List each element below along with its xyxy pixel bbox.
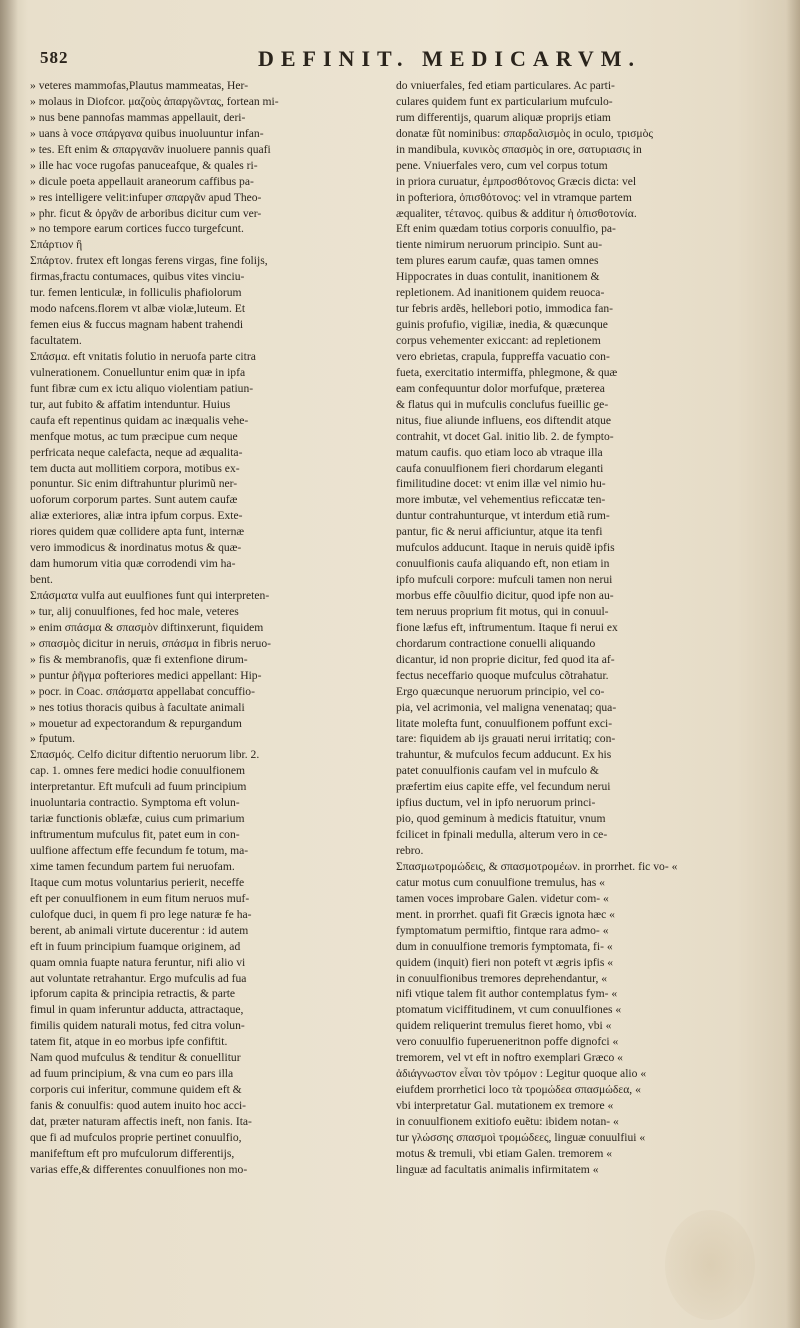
text-line: dum in conuulfione tremoris fymptomata, fi- « (396, 939, 613, 953)
text-line: aut voluntate retrahantur. Ergo mufculis ad fua (30, 971, 247, 985)
left-column (30, 78, 380, 1178)
text-line: nitus, fiue aliunde influens, eos diftendit atque (396, 413, 612, 427)
text-line: contrahit, vt docet Gal. initio lib. 2. de fympto- (396, 429, 614, 443)
text-line: in conuulfionem exitiofo euẽtu: ibidem notan- « (396, 1114, 619, 1128)
text-line: caufa eft repentinus quidam ac inæqualis vehe- (30, 413, 249, 427)
text-line: » res intelligere velit:infuper σπαργᾶν apud Theo- (30, 190, 262, 204)
text-line: uulfione affectum effe fecundum fe totum, ma- (30, 844, 249, 857)
text-line: æqualiter, τέτανος. quibus & additur ἡ ὀπισθοτονία. (396, 206, 637, 220)
text-line: pantur, fic & nerui afficiuntur, atque ita tenfi (396, 525, 603, 539)
text-line: Σπάρτον. frutex eft longas ferens virgas, fine folijs, (30, 254, 268, 268)
text-line: eam confequuntur dolor morfufque, præterea (396, 381, 605, 395)
text-line: bent. (30, 573, 53, 587)
text-line: morbus effe cõuulfio dicitur, quod ipfe non au- (396, 589, 614, 602)
text-line: guinis profufio, vigiliæ, inedia, & quæcunque (396, 318, 608, 332)
text-line: fimul in quam inferuntur adducta, attractaque, (30, 1003, 244, 1017)
text-line: ment. in prorrhet. quafi fit Græcis ignota hæc « (396, 907, 615, 921)
text-line: vero ebrietas, crapula, fuppreffa vacuatio con- (396, 349, 610, 363)
text-line: motus & tremuli, vbi etiam Galen. tremorem « (396, 1146, 613, 1160)
text-line: » pocr. in Coac. σπάσματα appellabat concuffio- (30, 684, 255, 698)
text-line: inuoluntaria contractio. Symptoma eft volun- (30, 796, 240, 810)
text-line: » nes totius thoracis quibus à facultate animali (30, 700, 245, 714)
text-line: tur, aut fubito & affatim intenduntur. Huius (30, 397, 231, 411)
text-line: » mouetur ad expectorandum & repurgandum (30, 716, 242, 730)
text-line: linguæ ad facultatis animalis infirmitatem « (396, 1162, 599, 1176)
text-line: culares quidem funt ex particularium mufculo- (396, 94, 613, 108)
text-line: ponuntur. Sic enim diftrahuntur plurimũ ner- (30, 477, 238, 491)
text-line: » phr. ficut & ὀργᾶν de arboribus dicitur cum ver- (30, 206, 262, 220)
text-line: nifi vtique talem fit author contemplatus fym- « (396, 987, 618, 1001)
text-line: dat, præter naturam affectis ineft, non fanis. Ita- (30, 1114, 252, 1128)
text-line: & flatus qui in mufculis conclufus fueillic ge- (396, 397, 609, 411)
text-line: cap. 1. omnes fere medici hodie conuulfionem (30, 764, 246, 778)
text-line: berent, ab animali virtute ducerentur : id autem (30, 923, 249, 937)
text-line: » fis & membranofis, quæ fi extenfione dirum- (30, 652, 248, 666)
text-line: quam omnia fuapte natura feruntur, nifi alio vi (30, 955, 246, 969)
text-line: » uans à voce σπάργανα quibus inuoluuntur infan- (30, 126, 264, 140)
text-line: vero conuulfio fuperueneritnon poffe dignofci « (396, 1035, 619, 1049)
text-line: menfque motus, ac tum præcipue cum neque (30, 429, 238, 443)
running-head (28, 46, 768, 76)
text-line: tiente nimirum neruorum principio. Sunt au- (396, 238, 603, 252)
text-line: fimilitudine docet: vt enim illæ vel nimio hu- (396, 477, 606, 491)
text-line: Eft enim quædam totius corporis conuulfio, pa- (396, 222, 616, 236)
text-line: corporis cui inferitur, commune quidem eft & (30, 1083, 242, 1097)
text-line: fymptomatum permiftio, fintque rara admo- « (396, 923, 609, 937)
text-line: manifeftum eft pro mufculorum differentijs, (30, 1146, 235, 1160)
text-line: pio, quod geminum à medicis ftatuitur, vnum (396, 812, 606, 826)
text-line: caufa conuulfionem fieri chordarum eleganti (396, 461, 604, 475)
text-line: Σπασμωτρομώδεις, & σπασμοτρομέων. in prorrhet. fic vo- « (396, 859, 678, 873)
text-line: rum differentijs, quarum aliquæ proprijs etiam (396, 110, 611, 124)
text-line: tur. femen lenticulæ, in folliculis phafiolorum (30, 286, 242, 300)
text-line: funt fibræ cum ex ictu aliquo violentiam patiun- (30, 381, 254, 395)
text-line: præfertim eius capite effe, vel fecundum nerui (396, 780, 611, 794)
text-line: » puntur ῥῆγμα pofteriores medici appellant: Hip- (30, 668, 262, 682)
text-line: tamen voces improbare Galen. videtur com- « (396, 891, 609, 905)
text-line: duntur contrahunturque, vt interdum etiã rum- (396, 509, 610, 523)
text-line: in mandibula, κυνικὸς σπασμὸς in ore, σατυριασις in (396, 142, 642, 156)
text-line: patet conuulfionis caufam vel in mufculo & (396, 764, 599, 778)
text-line: facultatem. (30, 334, 82, 347)
text-line: eiufdem prorrhetici loco τὰ τρομώδεα σπασμώδεα, « (396, 1083, 641, 1097)
text-line: do vniuerfales, fed etiam particulares. Ac parti- (396, 79, 615, 92)
text-line: fimilis quidem naturali motus, fed citra volun- (30, 1019, 245, 1033)
text-line: tariæ functionis oblæfæ, cuius cum primarium (30, 812, 245, 826)
text-line: conuulfionis caufa aliquando eft, non etiam in (396, 557, 610, 571)
text-line: in pofteriora, ὀπισθότονος: vel in vtramque partem (396, 190, 632, 204)
text-line: femen eius & fuccus magnam habent trahendi (30, 318, 244, 332)
text-line: » fputum. (30, 732, 76, 746)
text-line: » dicule poeta appellauit araneorum caffibus pa- (30, 174, 254, 188)
text-line: quidem (inquit) fieri non poteft vt ægris ipfis « (396, 955, 614, 969)
text-line: tur febris ardẽs, hellebori potio, immodica fan- (396, 302, 613, 316)
text-line: eft per conuulfionem in eum fitum neruos muf- (30, 891, 250, 905)
text-line: fcilicet in fpinali medulla, alterum vero in ce- (396, 828, 608, 842)
gutter-shadow (0, 0, 18, 1328)
text-line: aliæ exteriores, aliæ intra ipfum corpus. Exte- (30, 509, 243, 523)
text-line: catur motus cum conuulfione tremulus, has « (396, 875, 605, 889)
text-line: ipfo mufculi corpore: mufculi tamen non nerui (396, 573, 613, 587)
text-line: » tur, alij conuulfiones, fed hoc male, veteres (30, 604, 239, 618)
text-line: tem ducta aut mollitiem corpora, motibus ex- (30, 461, 240, 475)
text-line: pene. Vniuerfales vero, cum vel corpus totum (396, 158, 608, 172)
text-line: tare: fiquidem ab ijs grauati nerui irritatiq; con- (396, 732, 616, 746)
text-line: vbi interpretatur Gal. mutationem ex tremore « (396, 1099, 614, 1112)
text-line: tem plures earum caufæ, quas tamen omnes (396, 254, 599, 268)
text-line: Σπασμός. Celfo dicitur diftentio neruorum libr. 2. (30, 748, 260, 762)
text-line: Hippocrates in duas contulit, inanitionem & (396, 270, 600, 284)
text-line: ad fuum principium, & vna cum eo pars illa (30, 1067, 234, 1081)
text-line: » no tempore earum cortices fucco turgefcunt. (30, 222, 244, 236)
text-line: donatæ fũt nominibus: σπαρδαλισμὸς in oculo, τρισμὸς (396, 126, 653, 140)
text-line: firmas,fractu contumaces, quibus vites vinciu- (30, 270, 245, 284)
text-line: rebro. (396, 844, 424, 857)
text-line: dicantur, id non proprie dicitur, fed quod ita af- (396, 652, 615, 666)
page-number: 582 (40, 48, 69, 67)
text-line: interpretantur. Eft mufculi ad fuum principium (30, 780, 247, 794)
text-line: fectus neceffario quoque mufculus cõtrahatur. (396, 668, 609, 682)
text-line: Itaque cum motus voluntarius perierit, neceffe (30, 875, 245, 889)
text-line: » enim σπάσμα & σπασμὸν diftinxerunt, fiquidem (30, 620, 264, 634)
text-line: repletionem. Ad inanitionem quidem reuoca- (396, 286, 605, 300)
text-line: chordarum contractione conuelli aliquando (396, 636, 596, 650)
text-line: ptomatum viciffitudinem, vt cum conuulfiones « (396, 1003, 622, 1017)
text-line: eft in fuum principium fuamque originem, ad (30, 939, 241, 953)
text-line: uoforum corporum partes. Sunt autem caufæ (30, 493, 238, 507)
text-line: inftrumentum mufculus fit, patet eum in con- (30, 828, 240, 842)
text-line: » veteres mammofas,Plautus mammeatas, Her- (30, 79, 249, 92)
text-line: fueta, exercitatio intermiffa, phlegmone, & quæ (396, 365, 618, 379)
text-line: matum caufis. quo etiam loco ab vtraque illa (396, 445, 603, 459)
text-line: culofque duci, in quem fi pro lege naturæ fe ha- (30, 907, 252, 921)
text-line: » σπασμὸς dicitur in neruis, σπάσμα in fibris neruo- (30, 636, 271, 650)
text-line: » tes. Eft enim & σπαργανᾶν inuoluere pannis quafi (30, 142, 271, 156)
text-line: » ille hac voce rugofas panuceafque, & quales ri- (30, 158, 258, 172)
text-line: Nam quod mufculus & tenditur & conuellitur (30, 1051, 241, 1065)
text-line: vero immodicus & inordinatus motus & quæ- (30, 541, 242, 555)
text-line: ipfius ductum, vel in ipfo neruorum princi- (396, 796, 596, 810)
text-line: » molaus in Diofcor. μαζοὺς ἀπαργῶντας, fortean mi- (30, 94, 279, 108)
text-line: perfricata neque calefacta, neque ad æqualita- (30, 445, 243, 459)
text-line: tremorem, vel vt eft in noftro exemplari Græco « (396, 1051, 623, 1065)
page-edge (786, 0, 800, 1328)
text-line: quidem reliquerint tremulus fieret homo, vbi « (396, 1019, 612, 1033)
text-line: Ergo quæcunque neruorum principio, vel co- (396, 684, 605, 698)
text-line: trahuntur, & mufculos fecum adducunt. Ex his (396, 748, 612, 762)
text-line: corpus vehementer exiccant: ad repletionem (396, 334, 601, 347)
text-line: fanis & conuulfis: quod autem inuito hoc acci- (30, 1099, 247, 1112)
text-line: in priora curuatur, ἐμπροσθότονος Græcis dicta: vel (396, 174, 637, 188)
paper-stain (665, 1210, 755, 1320)
text-line: » nus bene pannofas mammas appellauit, deri- (30, 110, 246, 124)
text-line: pia, vel acrimonia, vel maligna venenataq; qua- (396, 700, 617, 714)
text-line: Σπάρτιον ἢ (30, 238, 83, 252)
text-line: varias effe,& differentes conuulfiones non mo- (30, 1162, 248, 1176)
text-line: ἀδιάγνωστον εἶναι τὸν τρόμον : Legitur quoque alio « (396, 1067, 647, 1081)
text-line: tatem fit, atque in eo morbus ipfe confiftit. (30, 1035, 228, 1049)
text-line: tur γλώσσης σπασμοὶ τρομώδεες, linguæ conuulfiui « (396, 1130, 646, 1144)
text-line: ipforum capita & principia retractis, & parte (30, 987, 236, 1001)
right-column (396, 78, 766, 1178)
text-line: dam humorum vitia quæ corrodendi vim ha- (30, 557, 236, 571)
text-line: xime tamen fecundum partem fui neruofam. (30, 859, 235, 873)
text-line: riores quidem quæ collidere apta funt, internæ (30, 525, 245, 539)
text-line: fione læfus eft, inftrumentum. Itaque fi nerui ex (396, 620, 618, 634)
text-line: que fi ad mufculos proprie pertinet conuulfio, (30, 1130, 242, 1144)
text-line: more imbutæ, vel vehementius reficcatæ ten- (396, 493, 606, 507)
text-line: Σπάσμα. eft vnitatis folutio in neruofa parte citra (30, 349, 256, 363)
text-line: litate molefta funt, conuulfionem poffunt exci- (396, 716, 613, 730)
text-line: Σπάσματα vulfa aut euulfiones funt qui interpreten- (30, 589, 270, 602)
text-line: in conuulfionibus tremores deprehendantur, « (396, 971, 608, 985)
text-line: tem neruus proprium fit motus, qui in conuul- (396, 604, 609, 618)
running-title: DEFINIT. MEDICARVM. (258, 46, 641, 71)
text-line: modo nafcens.florem vt albæ violæ,luteum. Et (30, 302, 246, 316)
text-line: mufculos adducunt. Itaque in neruis quidẽ ipfis (396, 541, 615, 555)
text-line: vulnerationem. Conuelluntur enim quæ in ipfa (30, 365, 246, 379)
